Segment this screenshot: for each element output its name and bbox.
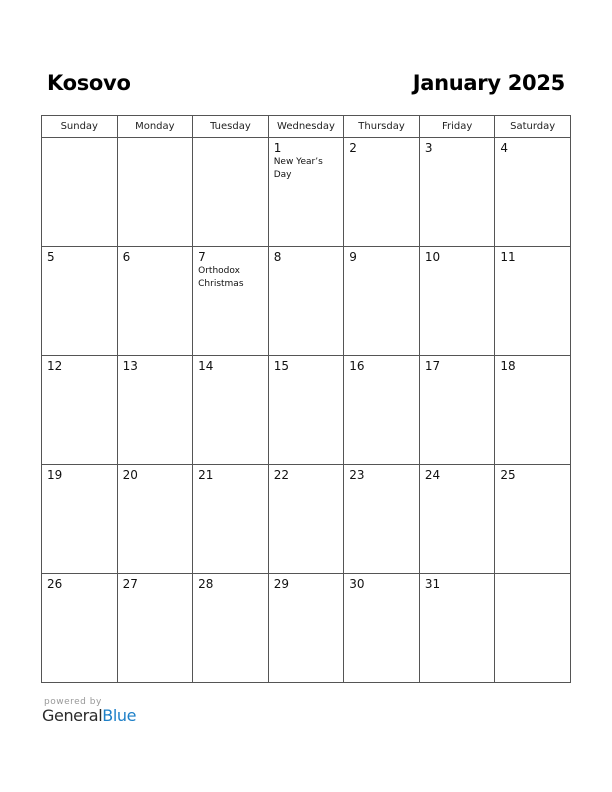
day-number: 2: [349, 141, 357, 155]
holiday-label: Orthodox Christmas: [198, 266, 244, 289]
brand-blue-text: Blue: [102, 706, 137, 725]
day-cell: [419, 574, 495, 683]
day-number: 8: [273, 250, 282, 264]
day-number: 10: [424, 250, 441, 264]
day-cell: [495, 574, 571, 683]
day-number: 22: [273, 468, 289, 482]
day-number: 24: [424, 468, 441, 482]
day-cell: [42, 465, 118, 574]
day-cell: [193, 465, 269, 574]
day-number: 21: [198, 468, 214, 482]
day-cell: [419, 247, 495, 356]
week-row-2: [42, 247, 571, 356]
weekday-tuesday: Tuesday: [193, 116, 269, 138]
day-cell: [117, 574, 193, 683]
week-row-4: [42, 465, 571, 574]
day-number: 31: [424, 577, 441, 591]
day-number: 9: [349, 250, 357, 264]
holiday-label: New Year’s Day: [273, 157, 323, 180]
day-cell: [495, 465, 571, 574]
day-number: 16: [349, 359, 365, 373]
day-cell: [344, 574, 420, 683]
day-number: 20: [122, 468, 138, 482]
day-cell: [268, 356, 344, 465]
day-number: 15: [273, 359, 289, 373]
day-number: 27: [122, 577, 138, 591]
day-cell: [495, 247, 571, 356]
day-cell: [268, 138, 344, 247]
day-cell: [344, 356, 420, 465]
weekday-header-row: [42, 116, 571, 138]
day-cell: [495, 138, 571, 247]
day-number: 29: [273, 577, 289, 591]
day-cell: [42, 574, 118, 683]
weekday-friday: Friday: [419, 116, 495, 138]
weekday-wednesday: Wednesday: [268, 116, 344, 138]
day-cell: [42, 247, 118, 356]
day-cell: [344, 247, 420, 356]
day-cell: [268, 574, 344, 683]
day-number: 6: [122, 250, 131, 264]
day-number: 17: [424, 359, 441, 373]
day-number: 13: [122, 359, 138, 373]
day-number: 30: [349, 577, 365, 591]
weekday-monday: Monday: [117, 116, 193, 138]
day-cell: [344, 465, 420, 574]
day-cell: [344, 138, 420, 247]
day-cell: [193, 574, 269, 683]
day-cell: [419, 356, 495, 465]
day-cell: [495, 356, 571, 465]
day-cell: [193, 138, 269, 247]
powered-by-label: powered by: [44, 697, 102, 707]
footer-branding: [42, 697, 136, 725]
day-cell: [117, 465, 193, 574]
day-number: 19: [47, 468, 63, 482]
day-number: 26: [47, 577, 63, 591]
brand-general-text: General: [42, 706, 103, 725]
day-cell: [117, 356, 193, 465]
day-cell: [193, 356, 269, 465]
day-number: 14: [198, 359, 214, 373]
day-number: 1: [273, 141, 282, 155]
day-cell: [419, 465, 495, 574]
weekday-thursday: Thursday: [344, 116, 420, 138]
country-title: Kosovo: [47, 71, 131, 95]
day-number: 11: [500, 250, 516, 264]
day-number: 7: [198, 250, 206, 264]
day-number: 5: [47, 250, 55, 264]
day-cell: [268, 247, 344, 356]
day-number: 23: [349, 468, 365, 482]
day-number: 12: [47, 359, 63, 373]
week-row-5: [42, 574, 571, 683]
day-cell: [117, 247, 193, 356]
day-cell: [117, 138, 193, 247]
week-row-3: [42, 356, 571, 465]
calendar-grid: [41, 115, 571, 683]
day-cell: [42, 138, 118, 247]
day-cell: [419, 138, 495, 247]
weekday-saturday: Saturday: [495, 116, 571, 138]
day-cell: [268, 465, 344, 574]
day-number: 18: [500, 359, 516, 373]
day-number: 25: [500, 468, 516, 482]
month-title: January 2025: [412, 71, 565, 95]
day-cell: [42, 356, 118, 465]
day-number: 28: [198, 577, 214, 591]
day-number: 4: [500, 141, 509, 155]
generalblue-logo[interactable]: [42, 706, 136, 725]
day-number: 3: [424, 141, 433, 155]
week-row-1: [42, 138, 571, 247]
weekday-sunday: Sunday: [42, 116, 118, 138]
day-cell: [193, 247, 269, 356]
